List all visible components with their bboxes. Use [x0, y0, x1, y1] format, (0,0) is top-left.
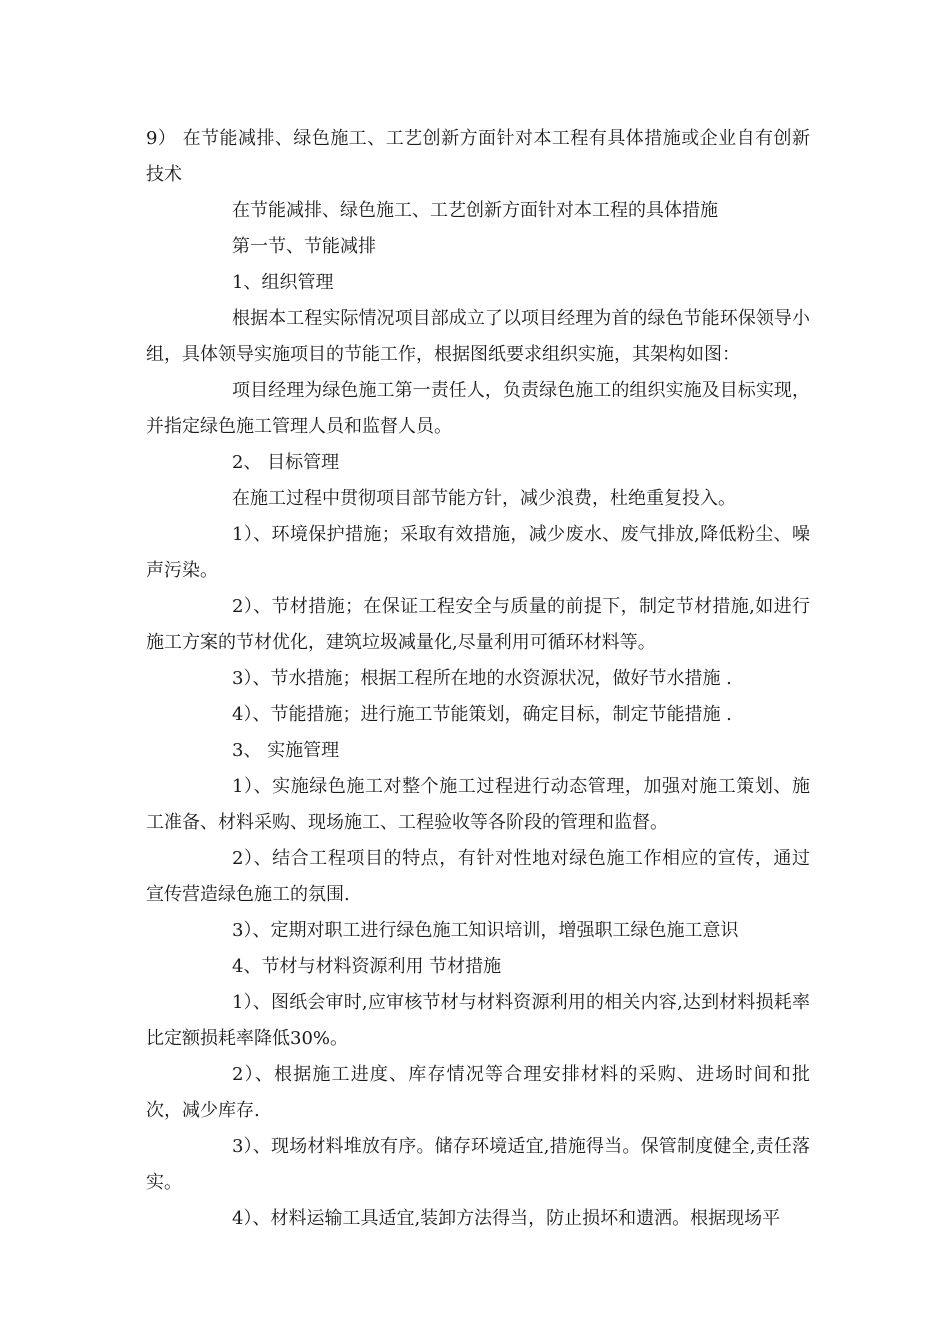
subsection-title: 在节能减排、绿色施工、工艺创新方面针对本工程的具体措施 — [232, 200, 718, 221]
item-heading-target: 2、 目标管理 — [232, 452, 340, 473]
list-item: 1）、图纸会审时,应审核节材与材料资源利用的相关内容,达到材料损耗率比定额损耗率降低30%。 — [146, 992, 810, 1049]
list-item: 2）、结合工程项目的特点，有针对性地对绿色施工作相应的宣传，通过宣传营造绿色施工的氛围. — [146, 848, 810, 905]
body-paragraph: 项目经理为绿色施工第一责任人，负责绿色施工的组织实施及目标实现，并指定绿色施工管理人员和监督人员。 — [146, 380, 810, 437]
list-item: 1）、实施绿色施工对整个施工过程进行动态管理，加强对施工策划、施工准备、材料采购、现场施工、工程验收等各阶段的管理和监督。 — [146, 776, 810, 833]
section-heading: 9） 在节能减排、绿色施工、工艺创新方面针对本工程有具体措施或企业自有创新技术 — [146, 128, 810, 185]
item-heading-implementation: 3、 实施管理 — [232, 740, 340, 761]
document-body — [146, 121, 810, 1237]
body-paragraph: 根据本工程实际情况项目部成立了以项目经理为首的绿色节能环保领导小组，具体领导实施项目的节能工作，根据图纸要求组织实施，其架构如图： — [146, 308, 810, 365]
list-item: 2）、节材措施；在保证工程安全与质量的前提下，制定节材措施,如进行施工方案的节材优化，建筑垃圾减量化,尽量利用可循环材料等。 — [146, 596, 810, 653]
list-item: 3）、现场材料堆放有序。储存环境适宜,措施得当。保管制度健全,责任落实。 — [146, 1136, 810, 1193]
list-item: 4）、节能措施；进行施工节能策划，确定目标，制定节能措施 . — [232, 704, 732, 725]
list-item: 4）、材料运输工具适宜,装卸方法得当，防止损坏和遗洒。根据现场平 — [232, 1208, 781, 1229]
list-item: 2）、根据施工进度、库存情况等合理安排材料的采购、进场时间和批次，减少库存. — [146, 1064, 810, 1121]
list-item: 3）、定期对职工进行绿色施工知识培训，增强职工绿色施工意识 — [232, 920, 739, 941]
chapter-heading: 第一节、节能减排 — [232, 236, 376, 257]
item-heading-organization: 1、组织管理 — [232, 272, 334, 293]
list-item: 1）、环境保护措施；采取有效措施，减少废水、废气排放,降低粉尘、噪声污染。 — [146, 524, 810, 581]
item-heading-materials: 4、节材与材料资源利用 节材措施 — [232, 956, 502, 977]
body-paragraph: 在施工过程中贯彻项目部节能方针，减少浪费，杜绝重复投入。 — [232, 488, 736, 509]
list-item: 3）、节水措施；根据工程所在地的水资源状况，做好节水措施 . — [232, 668, 732, 689]
